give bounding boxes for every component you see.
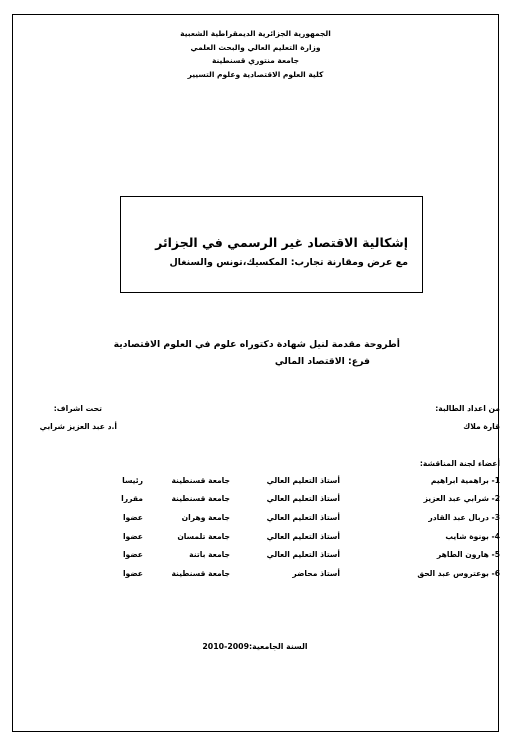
committee-row [60, 550, 500, 564]
member-university: جامعة قسنطينة [171, 494, 230, 503]
student-name: قارة ملاك [463, 422, 500, 431]
member-name: 5- هارون الطاهر [436, 550, 500, 559]
member-university: جامعة قسنطينة [171, 569, 230, 578]
supervisor-name: أ.د عبد العزيز شرابي [39, 422, 117, 431]
member-rank: أستاذ التعليم العالي [266, 532, 340, 541]
committee-row [60, 532, 500, 546]
member-rank: أستاذ محاضر [292, 569, 340, 578]
member-rank: أستاذ التعليم العالي [266, 494, 340, 503]
committee-row [60, 513, 500, 527]
member-rank: أستاذ التعليم العالي [266, 513, 340, 522]
member-role: عضوا [122, 532, 143, 541]
member-role: رئيسا [122, 476, 143, 485]
member-rank: أستاذ التعليم العالي [266, 550, 340, 559]
member-university: جامعة تلمسان [177, 532, 230, 541]
committee-row [60, 569, 500, 583]
member-role: مقررا [121, 494, 143, 503]
committee-row [60, 476, 500, 490]
committee-row [60, 494, 500, 508]
member-university: جامعة باتنة [189, 550, 230, 559]
member-name: 4- بونوة شايب [445, 532, 500, 541]
member-role: عضوا [122, 569, 143, 578]
document-header [12, 27, 499, 81]
prepared-by-label: من اعداد الطالبة: [435, 404, 500, 413]
supervision-label: تحت اشراف: [53, 404, 102, 413]
academic-year: السنة الجامعية:2009-2010 [202, 642, 308, 651]
university-line: جامعة منتوري قسنطينة [211, 56, 300, 65]
degree-line: أطروحة مقدمة لنيل شهادة دكتوراه علوم في العلوم الاقتصادية [113, 339, 400, 350]
member-university: جامعة قسنطينة [171, 476, 230, 485]
title-box [120, 196, 423, 293]
faculty-line: كلية العلوم الاقتصادية وعلوم التسيير [187, 69, 324, 79]
page-border [12, 14, 499, 732]
republic-line: الجمهورية الجزائرية الديمقراطية الشعبية [180, 29, 331, 38]
branch-line: فرع: الاقتصاد المالي [274, 356, 370, 367]
thesis-subtitle: مع عرض ومقارنة تجارب: المكسيك،تونس والسنغال [169, 257, 408, 268]
member-name: 6- بوعتروس عبد الحق [417, 569, 500, 578]
ministry-line: وزارة التعليم العالي والبحث العلمي [190, 42, 321, 52]
member-name: 3- دربال عبد القادر [428, 513, 500, 522]
member-name: 1- براهمية ابراهيم [430, 476, 500, 485]
thesis-title: إشكالية الاقتصاد غير الرسمي في الجزائر [155, 235, 408, 250]
member-university: جامعة وهران [181, 513, 230, 522]
member-role: عضوا [122, 550, 143, 559]
member-role: عضوا [122, 513, 143, 522]
member-rank: أستاذ التعليم العالي [266, 476, 340, 485]
committee-label: أعضاء لجنة المناقشة: [419, 459, 500, 468]
member-name: 2- شرابي عبد العزيز [423, 494, 500, 503]
